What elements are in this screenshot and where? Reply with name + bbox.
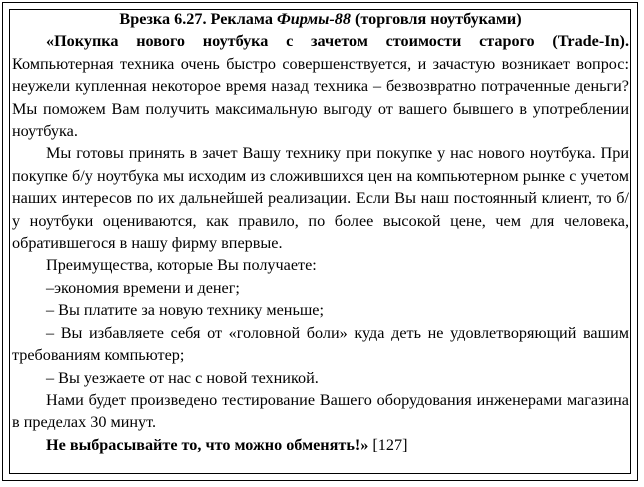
- paragraph-trade-in: [12, 30, 629, 142]
- trade-in-heading: «Покупка нового ноутбука с зачетом стоимости старого (Trade-In).: [46, 32, 629, 51]
- list-item: – Вы уезжаете от нас с новой техникой.: [46, 368, 319, 387]
- paragraph-offer: Мы готовы принять в зачет Вашу технику при покупке у нас нового ноутбука. При покупке б/у ноутбука мы исходим из сложившихся цен на компьютерном рынке с учетом наших интересов по их дальнейшей реализации. Если Вы наш постоянный клиент, то б/у ноутбуки оцениваются, как правило, по более высокой цене, чем для человека, обратившегося в нашу фирму впервые.: [12, 144, 629, 253]
- list-item: –экономия времени и денег;: [46, 278, 240, 297]
- paragraph-closing: [12, 434, 629, 456]
- reference: [127]: [368, 435, 408, 454]
- list-item: – Вы избавляете себя от «головной боли» куда деть не удовлетворяющий вашим требованиям компьютер;: [12, 323, 629, 365]
- trade-in-text: Компьютерная техника очень быстро совершенствуется, и зачастую возникает вопрос: неужели купленная некоторое время назад техника – безвозвратно потраченные деньги? Мы поможем Вам получить максимальную выгоду от вашего бывшего в употреблении ноутбука.: [12, 54, 629, 141]
- firm-name: Фирмы-88: [276, 10, 351, 28]
- paragraph-testing: Нами будет произведено тестирование Вашего оборудования инженерами магазина в пределах 30 минут.: [12, 390, 629, 432]
- closing-slogan: Не выбрасывайте то, что можно обменять!»: [46, 435, 369, 454]
- title-suffix: (торговля ноутбуками): [350, 10, 522, 28]
- inset-title: [12, 8, 629, 30]
- inset-box: [12, 8, 629, 456]
- list-item: – Вы платите за новую технику меньше;: [46, 301, 324, 320]
- paragraph-benefits-intro: Преимущества, которые Вы получаете:: [46, 256, 317, 275]
- title-prefix: Врезка 6.27. Реклама: [119, 10, 277, 28]
